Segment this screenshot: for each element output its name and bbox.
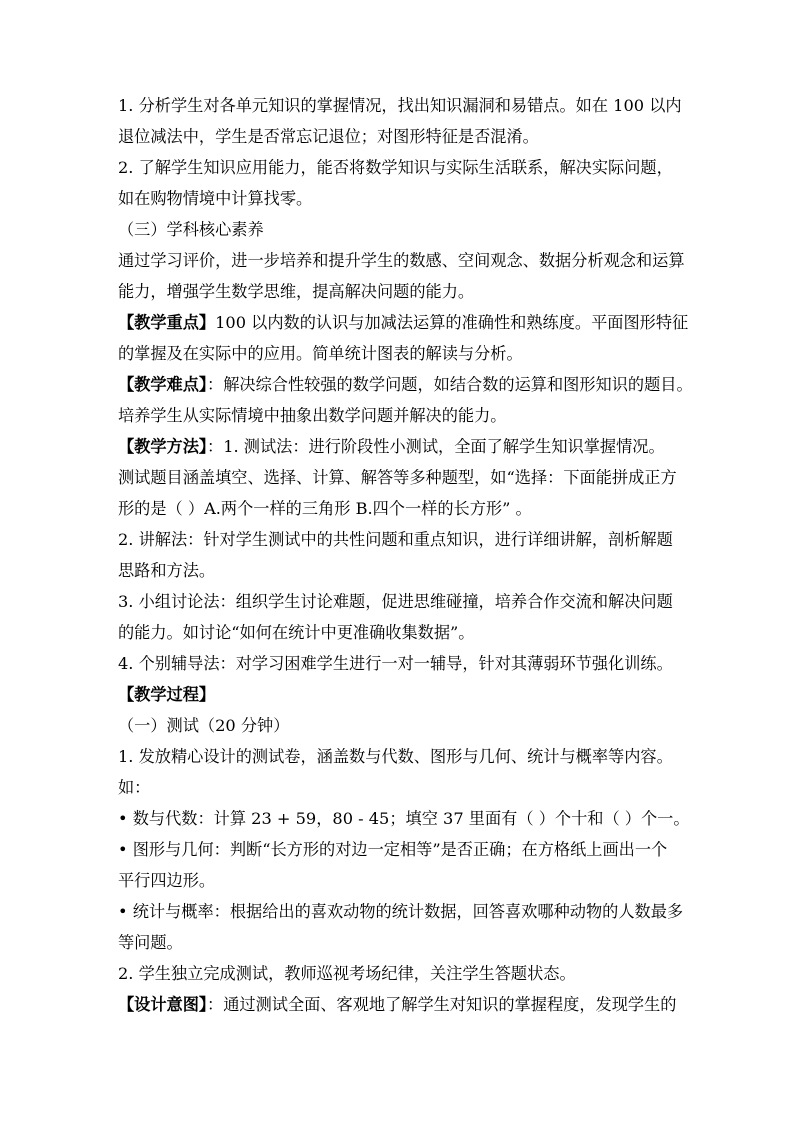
design-intent-text: ：通过测试全面、客观地了解学生对知识的掌握程度，发现学生的 — [207, 995, 677, 1014]
design-intent-line — [118, 989, 678, 1020]
paragraph-line: 等问题。 — [118, 933, 183, 952]
paragraph-line: 思路和方法。 — [118, 561, 216, 580]
paragraph-line: 的能力。如讨论“如何在统计中更准确收集数据”。 — [118, 623, 475, 642]
paragraph-line: 形的是（ ）A.两个一样的三角形 B.四个一样的长方形” 。 — [118, 499, 532, 518]
paragraph-line: 2. 讲解法：针对学生测试中的共性问题和重点知识，进行详细讲解，剖析解题 — [118, 530, 673, 549]
process-heading: 【教学过程】 — [118, 685, 216, 704]
paragraph-line: 培养学生从实际情境中抽象出数学问题并解决的能力。 — [118, 406, 507, 425]
paragraph-line: 1. 发放精心设计的测试卷，涵盖数与代数、图形与几何、统计与概率等内容。 — [118, 747, 673, 766]
paragraph-line: 平行四边形。 — [118, 871, 216, 890]
paragraph-line: 如在购物情境中计算找零。 — [118, 189, 313, 208]
paragraph-line: 测试题目涵盖填空、选择、计算、解答等多种题型，如“选择：下面能拼成正方 — [118, 468, 677, 487]
design-intent-label: 【设计意图】 — [118, 995, 208, 1014]
bullet-item: • 统计与概率：根据给出的喜欢动物的统计数据，回答喜欢哪种动物的人数最多 — [118, 902, 684, 921]
paragraph-line: 1. 分析学生对各单元知识的掌握情况，找出知识漏洞和易错点。如在 100 以内 — [118, 96, 682, 115]
bullet-item: • 图形与几何：判断“长方形的对边一定相等”是否正确；在方格纸上画出一个 — [118, 840, 668, 859]
paragraph-line: 的掌握及在实际中的应用。简单统计图表的解读与分析。 — [118, 344, 523, 363]
key-points-line — [118, 307, 689, 338]
methods-label: 【教学方法】 — [118, 437, 208, 456]
paragraph-line: 2. 学生独立完成测试，教师巡视考场纪律，关注学生答题状态。 — [118, 964, 576, 983]
paragraph-line: 退位减法中，学生是否常忘记退位；对图形特征是否混淆。 — [118, 127, 539, 146]
difficulties-text: ：解决综合性较强的数学问题，如结合数的运算和图形知识的题目。 — [207, 375, 693, 394]
difficulties-label: 【教学难点】 — [118, 375, 208, 394]
section-heading-test: （一）测试（20 分钟） — [118, 716, 290, 735]
methods-line — [118, 431, 678, 462]
document-page — [118, 90, 693, 1020]
paragraph-line: 4. 个别辅导法：对学习困难学生进行一对一辅导，针对其薄弱环节强化训练。 — [118, 654, 673, 673]
bullet-item: • 数与代数：计算 23 + 59，80 - 45；填空 37 里面有（ ）个十和（ ）个一。 — [118, 809, 690, 828]
paragraph-line: 能力，增强学生数学思维，提高解决问题的能力。 — [118, 282, 475, 301]
key-points-label: 【教学重点】 — [118, 313, 216, 332]
paragraph-line: 3. 小组讨论法：组织学生讨论难题，促进思维碰撞，培养合作交流和解决问题 — [118, 592, 673, 611]
section-heading-core-literacy: （三）学科核心素养 — [118, 220, 264, 239]
methods-text: ：1. 测试法：进行阶段性小测试，全面了解学生知识掌握情况。 — [207, 437, 665, 456]
paragraph-line: 通过学习评价，进一步培养和提升学生的数感、空间观念、数据分析观念和运算 — [118, 251, 685, 270]
paragraph-line: 2. 了解学生知识应用能力，能否将数学知识与实际生活联系，解决实际问题， — [118, 158, 673, 177]
paragraph-line: 如： — [118, 778, 151, 797]
key-points-text: 100 以内数的认识与加减法运算的准确性和熟练度。平面图形特征 — [215, 313, 689, 332]
difficulties-line — [118, 369, 693, 400]
